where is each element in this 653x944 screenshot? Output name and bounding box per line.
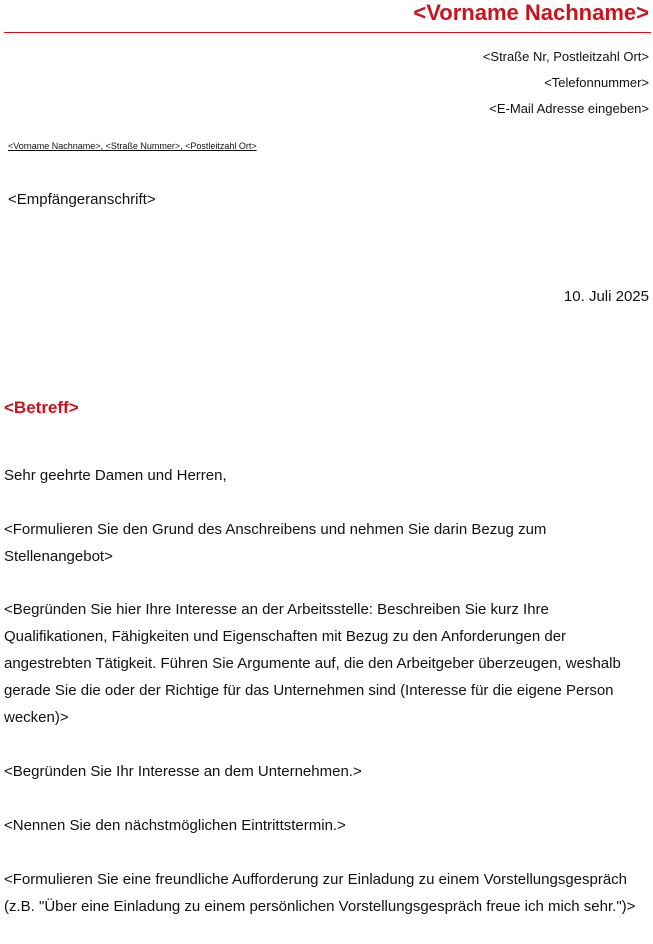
body-paragraph[interactable]: <Formulieren Sie den Grund des Anschreibens und nehmen Sie darin Bezug zum Stellenangebot> <box>4 521 547 565</box>
sender-phone[interactable]: <Telefonnummer> <box>544 75 649 90</box>
letter-date[interactable]: 10. Juli 2025 <box>563 288 649 305</box>
recipient-address[interactable]: <Empfängeranschrift> <box>8 191 156 208</box>
body-paragraph[interactable]: <Begründen Sie Ihr Interesse an dem Unternehmen.> <box>4 763 362 780</box>
body-paragraph[interactable]: <Begründen Sie hier Ihre Interesse an der Arbeitsstelle: Beschreiben Sie kurz Ihre Qualifikationen, Fähigkeiten und Eigenschaften mit Bezug zu den Anforderungen der angestrebten Tätigkeit. Führen Sie Argumente auf, die den Arbeitgeber überzeugen, weshalb gerade Sie die oder der Richtige für das Unternehmen sind (Interesse für die eigene Person wecken)> <box>4 601 621 726</box>
sender-name-heading[interactable]: <Vorname Nachname> <box>413 0 649 25</box>
sender-address[interactable]: <Straße Nr, Postleitzahl Ort> <box>482 49 649 64</box>
sender-email[interactable]: <E-Mail Adresse eingeben> <box>489 101 649 116</box>
sender-contact-block <box>483 44 649 122</box>
body-paragraph[interactable]: <Formulieren Sie eine freundliche Aufforderung zur Einladung zu einem Vorstellungsgespräch (z.B. "Über eine Einladung zu einem persönlichen Vorstellungsgespräch freue ich mich sehr.")> <box>4 871 636 915</box>
subject-line[interactable]: <Betreff> <box>4 398 79 417</box>
body-paragraph[interactable]: <Nennen Sie den nächstmöglichen Eintrittstermin.> <box>4 817 346 834</box>
header-divider <box>4 32 651 33</box>
return-address-line[interactable]: <Vorname Nachname>, <Straße Nummer>, <Postleitzahl Ort> <box>8 141 257 151</box>
salutation[interactable]: Sehr geehrte Damen und Herren, <box>4 467 227 484</box>
